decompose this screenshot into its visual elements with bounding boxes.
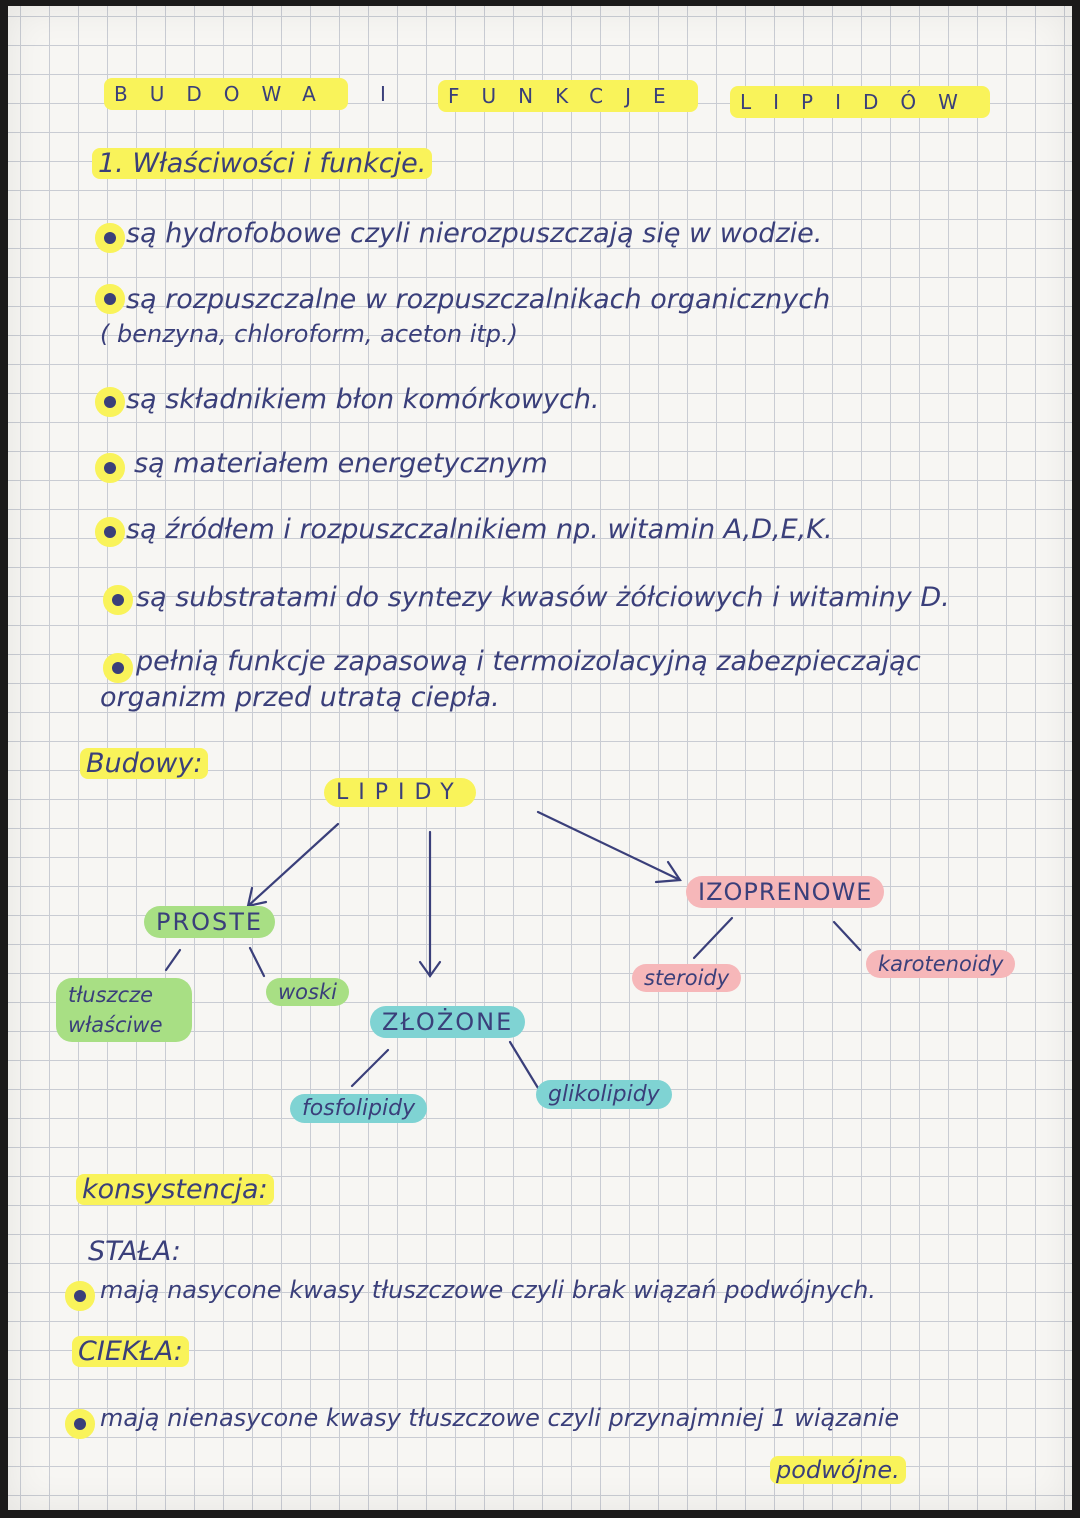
list-item-storage: pełnią funkcje zapasową i termoizolacyjną zabezpieczając (136, 646, 921, 677)
bullet-dot (74, 1290, 86, 1302)
list-item-soluble: są rozpuszczalne w rozpuszczalnikach organicznych (126, 284, 831, 315)
node-tluszcze-wlasciwe: tłuszcze właściwe (56, 978, 192, 1042)
list-item-hydrophobic: są hydrofobowe czyli nierozpuszczają się w wodzie. (126, 218, 823, 249)
node-woski: woski (266, 978, 349, 1006)
title-budowa: BUDOWA (104, 78, 348, 110)
node-steroidy: steroidy (632, 964, 741, 992)
node-karotenoidy: karotenoidy (866, 950, 1015, 978)
text-solid: mają nasycone kwasy tłuszczowe czyli brak wiązań podwójnych. (100, 1276, 876, 1304)
title-lipidow: LIPIDÓW (730, 86, 990, 118)
list-item-vitamins: są źródłem i rozpuszczalnikiem np. witamin A,D,E,K. (126, 514, 833, 545)
list-item-membranes: są składnikiem błon komórkowych. (126, 384, 600, 415)
label-solid: STAŁA: (88, 1236, 181, 1267)
node-proste: PROSTE (144, 906, 275, 938)
section-heading-structure: Budowy: (80, 748, 208, 779)
list-item-substrates: są substratami do syntezy kwasów żółciowych i witaminy D. (136, 582, 950, 613)
label-liquid: CIEKŁA: (72, 1336, 189, 1367)
node-izoprenowe: IZOPRENOWE (686, 876, 884, 908)
notebook-page (8, 6, 1072, 1510)
node-glikolipidy: glikolipidy (536, 1080, 672, 1109)
node-fosfolipidy: fosfolipidy (290, 1094, 427, 1123)
section-heading-consistency: konsystencja: (76, 1174, 274, 1205)
text-liquid: mają nienasycone kwasy tłuszczowe czyli przynajmniej 1 wiązanie (100, 1404, 900, 1432)
list-item-solvents-examples: ( benzyna, chloroform, aceton itp.) (100, 320, 519, 348)
section-heading-properties: 1. Właściwości i funkcje. (92, 148, 432, 179)
list-item-energy: są materiałem energetycznym (134, 448, 548, 479)
bullet-dot (74, 1418, 86, 1430)
list-item-storage-cont: organizm przed utratą ciepła. (100, 682, 500, 713)
node-zlozone: ZŁOŻONE (370, 1006, 525, 1038)
title-funkcje: FUNKCJE (438, 80, 698, 112)
node-lipidy: LIPIDY (324, 778, 476, 807)
text-liquid-cont: podwójne. (770, 1456, 906, 1484)
title-separator: I (380, 82, 408, 106)
